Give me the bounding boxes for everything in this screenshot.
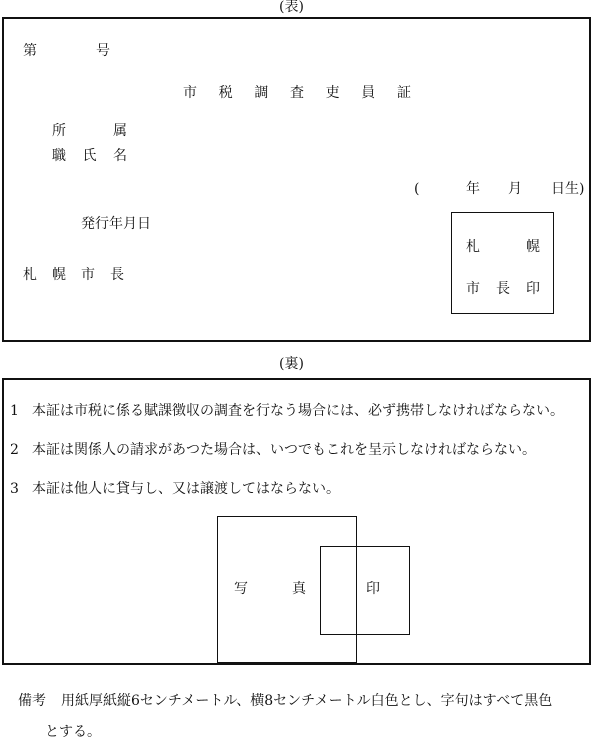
birth-year: 年 <box>466 181 480 197</box>
photo-label-char: 写 <box>234 581 248 597</box>
item-number: 2 <box>10 442 19 458</box>
item-number: 3 <box>10 481 19 497</box>
item-text: 本証は関係人の請求があつた場合は、いつでもこれを呈示しなければならない。 <box>32 442 536 458</box>
number-label-left: 第 <box>23 43 37 59</box>
title-char: 吏 <box>325 85 340 101</box>
title-char: 証 <box>396 85 411 101</box>
back-side-label: (裏) <box>279 356 304 372</box>
note-line-2: とする。 <box>45 724 101 740</box>
title-char: 調 <box>254 85 269 101</box>
seal-line-2: 市 長 印 <box>466 281 540 297</box>
title-char: 査 <box>289 85 304 101</box>
seal-impression-label: 印 <box>366 581 380 597</box>
title-char: 員 <box>361 85 376 101</box>
item-number: 1 <box>10 403 19 419</box>
number-label-right: 号 <box>96 43 110 59</box>
birth-open-paren: ( <box>414 181 420 197</box>
title-char: 市 <box>183 85 197 101</box>
issue-date-label: 発行年月日 <box>81 216 151 232</box>
card-title <box>183 82 411 102</box>
item-text: 本証は他人に貸与し、又は譲渡してはならない。 <box>32 481 340 497</box>
note-label: 備考 <box>18 693 46 709</box>
issuer-label: 札 幌 市 長 <box>23 267 124 283</box>
note-line-1: 用紙厚紙縦6センチメートル、横8センチメートル白色とし、字句はすべて黒色 <box>61 693 553 709</box>
front-side-label: (表) <box>279 0 304 15</box>
birth-month: 月 <box>508 181 522 197</box>
seal-impression-box <box>320 546 410 635</box>
item-text: 本証は市税に係る賦課徴収の調査を行なう場合には、必ず携帯しなければならない。 <box>32 403 564 419</box>
birth-day: 日生) <box>551 181 585 197</box>
name-label: 職 氏 名 <box>52 148 127 164</box>
official-seal-box <box>451 212 554 314</box>
title-char: 税 <box>218 85 233 101</box>
photo-label-char: 真 <box>292 581 306 597</box>
affiliation-label: 所 属 <box>52 123 127 139</box>
seal-line-1: 札 幌 <box>466 239 540 255</box>
